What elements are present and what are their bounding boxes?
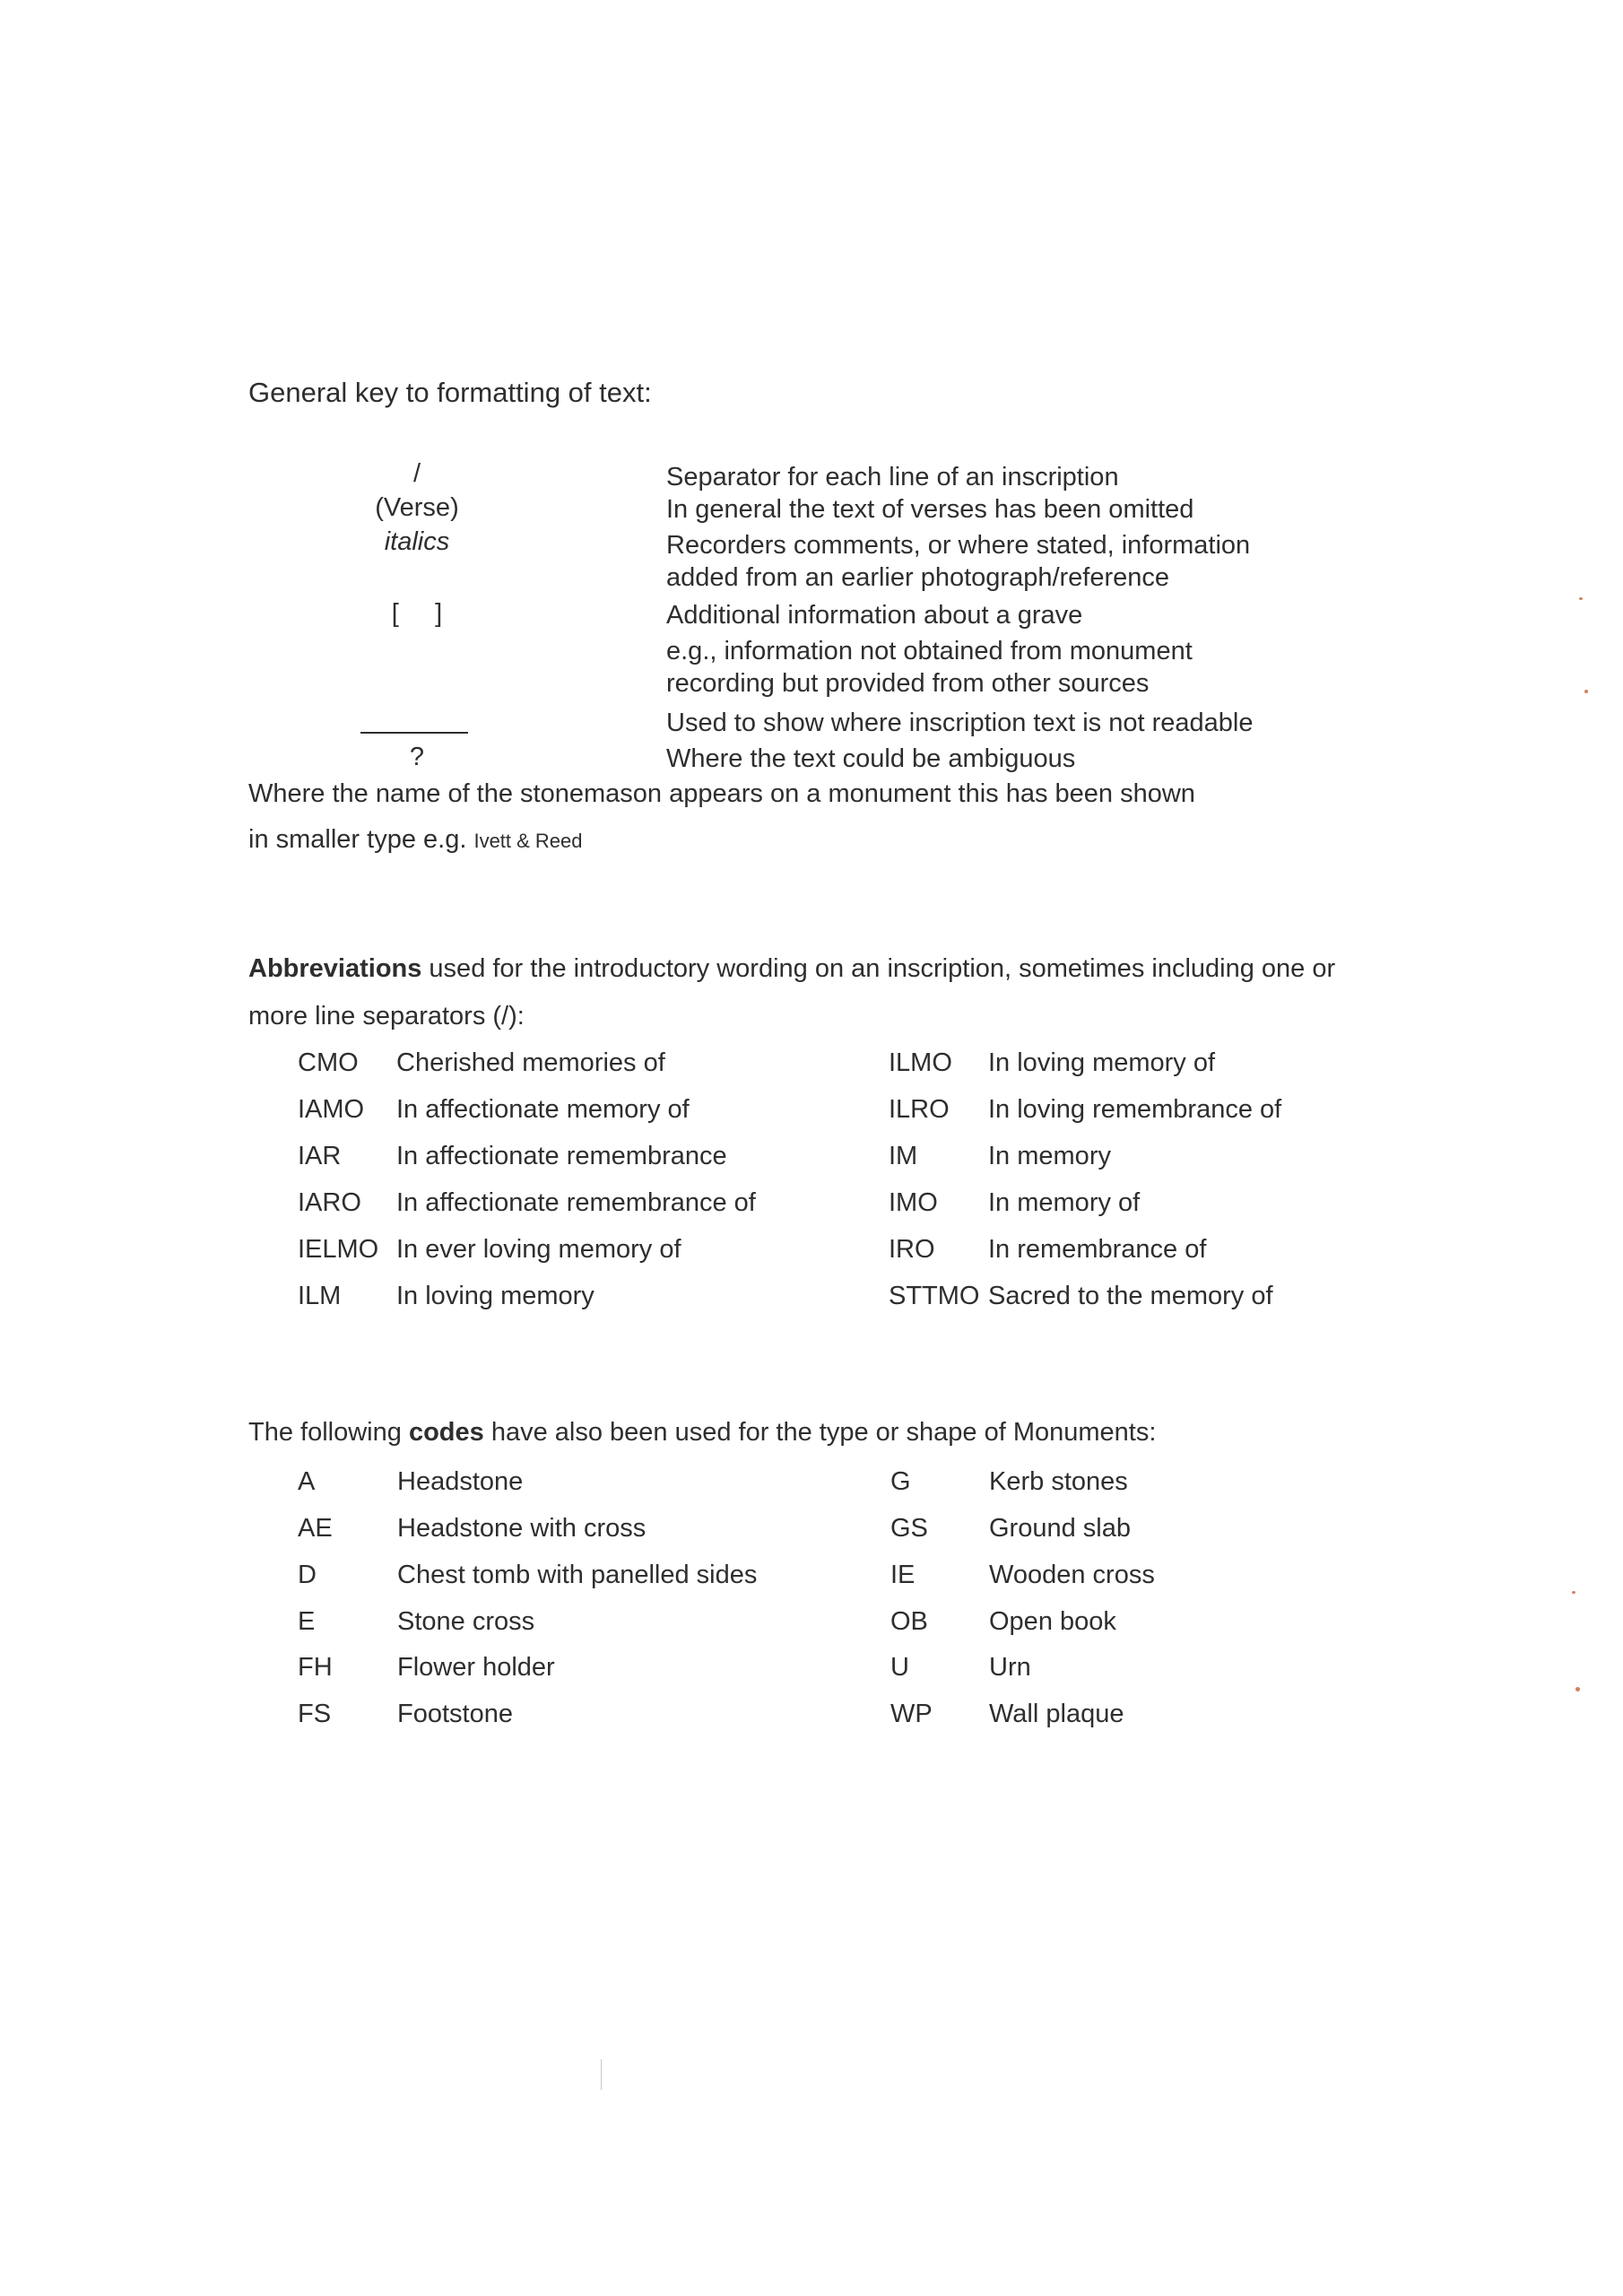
monument-code: E — [298, 1607, 316, 1636]
monument-code: G — [890, 1467, 911, 1496]
abbreviations-intro-line2: more line separators (/): — [248, 1002, 525, 1031]
scan-speck — [1575, 1687, 1580, 1692]
key-symbol-italics: italics — [384, 527, 450, 556]
abbr-meaning: In loving remembrance of — [988, 1095, 1282, 1124]
abbr-meaning: In loving memory of — [988, 1048, 1216, 1077]
scan-mark — [601, 2059, 602, 2090]
abbr-meaning: In ever loving memory of — [396, 1235, 681, 1264]
key-desc-line: Additional information about a grave — [666, 601, 1083, 630]
key-desc-line: Where the text could be ambiguous — [666, 744, 1076, 773]
abbreviations-intro — [248, 954, 1335, 984]
abbr-code: IAMO — [298, 1095, 365, 1124]
key-desc-separator — [666, 461, 1119, 493]
abbr-meaning: In remembrance of — [988, 1235, 1207, 1264]
key-symbol-brackets: [ ] — [391, 599, 443, 628]
abbr-code: IMO — [889, 1188, 938, 1217]
scan-speck — [1572, 1591, 1575, 1594]
monument-code: OB — [890, 1607, 928, 1636]
monument-code: WP — [890, 1700, 933, 1728]
monument-code: GS — [890, 1514, 928, 1543]
abbr-meaning: In memory — [988, 1142, 1111, 1170]
scan-speck — [1579, 597, 1583, 600]
key-desc-line: Separator for each line of an inscription — [666, 463, 1119, 491]
key-desc-line: e.g., information not obtained from monument — [666, 637, 1193, 665]
monument-code: A — [298, 1467, 316, 1496]
monument-type: Ground slab — [989, 1514, 1131, 1543]
monument-code: FS — [298, 1700, 332, 1728]
monument-code: D — [298, 1561, 317, 1589]
abbr-code: IARO — [298, 1188, 361, 1217]
monument-type: Wall plaque — [989, 1700, 1124, 1728]
monument-code: U — [890, 1653, 909, 1682]
abbr-meaning: In affectionate remembrance of — [396, 1188, 756, 1217]
abbr-code: STTMO — [889, 1282, 980, 1310]
abbr-meaning: In memory of — [988, 1188, 1141, 1217]
key-desc-italics — [666, 529, 1250, 594]
abbr-meaning: Sacred to the memory of — [988, 1282, 1273, 1310]
mason-example: Ivett & Reed — [473, 830, 583, 852]
abbr-code: ILM — [298, 1282, 342, 1310]
key-desc-underline — [666, 707, 1253, 739]
abbr-code: IM — [889, 1142, 918, 1170]
abbr-meaning: In affectionate remembrance — [396, 1142, 727, 1170]
key-desc-question — [666, 743, 1075, 775]
monument-type: Wooden cross — [989, 1561, 1155, 1589]
key-desc-line: In general the text of verses has been omitted — [666, 495, 1194, 524]
monument-type: Chest tomb with panelled sides — [397, 1561, 758, 1589]
abbreviations-heading: Abbreviations — [248, 954, 422, 983]
key-desc-line: Used to show where inscription text is not readable — [666, 709, 1254, 737]
abbr-meaning: In affectionate memory of — [396, 1095, 690, 1124]
abbreviations-intro-text: used for the introductory wording on an inscription, sometimes including one or — [421, 954, 1336, 983]
general-key-heading: General key to formatting of text: — [248, 377, 652, 408]
codes-intro — [248, 1418, 1156, 1448]
mason-note-line1: Where the name of the stonemason appears on a monument this has been shown — [248, 779, 1195, 808]
monument-type: Headstone with cross — [397, 1514, 647, 1543]
monument-code: AE — [298, 1514, 333, 1543]
key-symbol-question: ? — [409, 743, 425, 771]
key-desc-line: Recorders comments, or where stated, information — [666, 531, 1251, 560]
monument-type: Footstone — [397, 1700, 513, 1728]
key-desc-verse — [666, 493, 1193, 526]
mason-note-prefix: in smaller type e.g. — [248, 825, 474, 854]
key-desc-line: recording but provided from other sources — [666, 669, 1150, 698]
monument-code: IE — [890, 1561, 916, 1589]
abbr-code: CMO — [298, 1048, 359, 1077]
codes-intro-prefix: The following — [248, 1418, 409, 1447]
codes-heading: codes — [408, 1418, 484, 1447]
abbr-code: IRO — [889, 1235, 935, 1264]
codes-intro-text: have also been used for the type or shape of Monuments: — [483, 1418, 1157, 1447]
abbr-code: ILRO — [889, 1095, 950, 1124]
scan-speck — [1584, 690, 1588, 693]
key-symbol-separator: / — [412, 459, 421, 488]
monument-type: Headstone — [397, 1467, 524, 1496]
monument-code: FH — [298, 1653, 333, 1682]
key-desc-brackets — [666, 599, 1193, 700]
mason-note-line2 — [248, 825, 583, 855]
abbr-code: ILMO — [889, 1048, 952, 1077]
key-desc-line: added from an earlier photograph/reference — [666, 563, 1170, 592]
abbr-meaning: In loving memory — [396, 1282, 595, 1310]
monument-type: Urn — [989, 1653, 1031, 1682]
abbr-meaning: Cherished memories of — [396, 1048, 665, 1077]
monument-type: Flower holder — [397, 1653, 555, 1682]
monument-type: Kerb stones — [989, 1467, 1128, 1496]
abbr-code: IELMO — [298, 1235, 379, 1264]
abbr-code: IAR — [298, 1142, 342, 1170]
key-symbol-verse: (Verse) — [375, 493, 459, 522]
monument-type: Stone cross — [397, 1607, 535, 1636]
monument-type: Open book — [989, 1607, 1116, 1636]
key-symbol-underline — [360, 732, 468, 734]
